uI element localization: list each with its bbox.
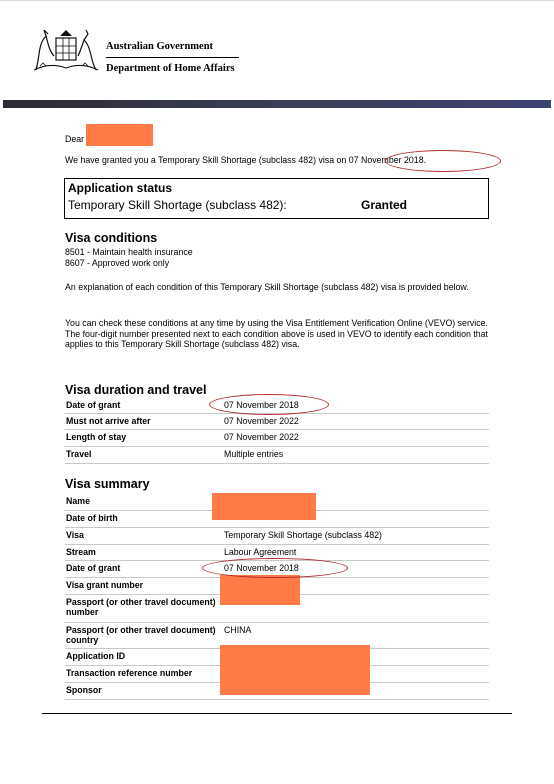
- application-status-box: [64, 178, 489, 219]
- condition-item: 8501 - Maintain health insurance: [65, 247, 193, 257]
- application-status-title: Application status: [68, 181, 173, 195]
- annotation-circle-summary-date: [202, 558, 348, 578]
- row-label: Date of grant: [66, 400, 121, 410]
- row-value: Temporary Skill Shortage (subclass 482): [224, 530, 382, 540]
- coat-of-arms-icon: [30, 26, 102, 74]
- table-row: [65, 528, 489, 545]
- redaction-passport-number: [220, 575, 300, 605]
- row-label: Sponsor: [66, 685, 102, 695]
- row-label: Date of birth: [66, 513, 118, 523]
- table-row: [65, 447, 489, 464]
- row-value: 07 November 2018: [224, 400, 299, 410]
- row-label: Application ID: [66, 651, 126, 661]
- conditions-explanation: An explanation of each condition of this Temporary Skill Shortage (subclass 482) visa is provided below.: [65, 282, 469, 292]
- salutation: Dear: [65, 134, 85, 144]
- row-label: Name: [66, 496, 90, 506]
- row-label: Stream: [66, 547, 96, 557]
- grant-intro: We have granted you a Temporary Skill Shortage (subclass 482) visa on 07 November 2018.: [65, 155, 427, 165]
- visa-duration-heading: Visa duration and travel: [65, 383, 207, 397]
- table-row: [65, 430, 489, 447]
- row-label: Visa grant number: [66, 580, 144, 590]
- row-label: Travel: [66, 449, 92, 459]
- department-name: Department of Home Affairs: [106, 63, 235, 74]
- row-label: Must not arrive after: [66, 416, 151, 426]
- annotation-circle-date-of-grant: [209, 394, 329, 415]
- row-label: Passport (or other travel document) country: [66, 625, 216, 645]
- row-value: 07 November 2022: [224, 416, 299, 426]
- row-label: Transaction reference number: [66, 668, 193, 678]
- row-value: 07 November 2022: [224, 432, 299, 442]
- annotation-circle-intro-date: [385, 150, 501, 172]
- application-status-value: Granted: [361, 198, 408, 212]
- row-value: Labour Agreement: [224, 547, 297, 557]
- row-label: Date of grant: [66, 563, 121, 573]
- government-name: Australian Government: [106, 41, 214, 52]
- application-status-visa-type: Temporary Skill Shortage (subclass 482):: [68, 198, 287, 212]
- top-border: [0, 0, 554, 1]
- redaction-recipient-name: [86, 124, 153, 146]
- header-bar: [3, 100, 551, 108]
- redaction-name-dob: [212, 493, 316, 520]
- row-value: 07 November 2018: [224, 563, 299, 573]
- vevo-paragraph: You can check these conditions at any time by using the Visa Entitlement Verification Online (VEVO) service. The four-digit number presented next to each condition above is used in VEVO to identify each condition that applies to this Temporary Skill Shortage (subclass 482) visa.: [65, 318, 488, 349]
- visa-conditions-heading: Visa conditions: [65, 231, 158, 245]
- visa-summary-heading: Visa summary: [65, 477, 150, 491]
- row-value: Multiple entries: [224, 449, 284, 459]
- row-label: Visa: [66, 530, 84, 540]
- row-value: CHINA: [224, 625, 252, 635]
- redaction-application-details: [220, 645, 370, 695]
- footer-rule: [42, 713, 512, 714]
- row-label: Passport (or other travel document) number: [66, 597, 216, 617]
- row-label: Length of stay: [66, 432, 127, 442]
- condition-item: 8607 - Approved work only: [65, 258, 170, 268]
- table-row: [65, 414, 489, 430]
- header-rule: [106, 57, 239, 58]
- header-title-block: [106, 40, 239, 76]
